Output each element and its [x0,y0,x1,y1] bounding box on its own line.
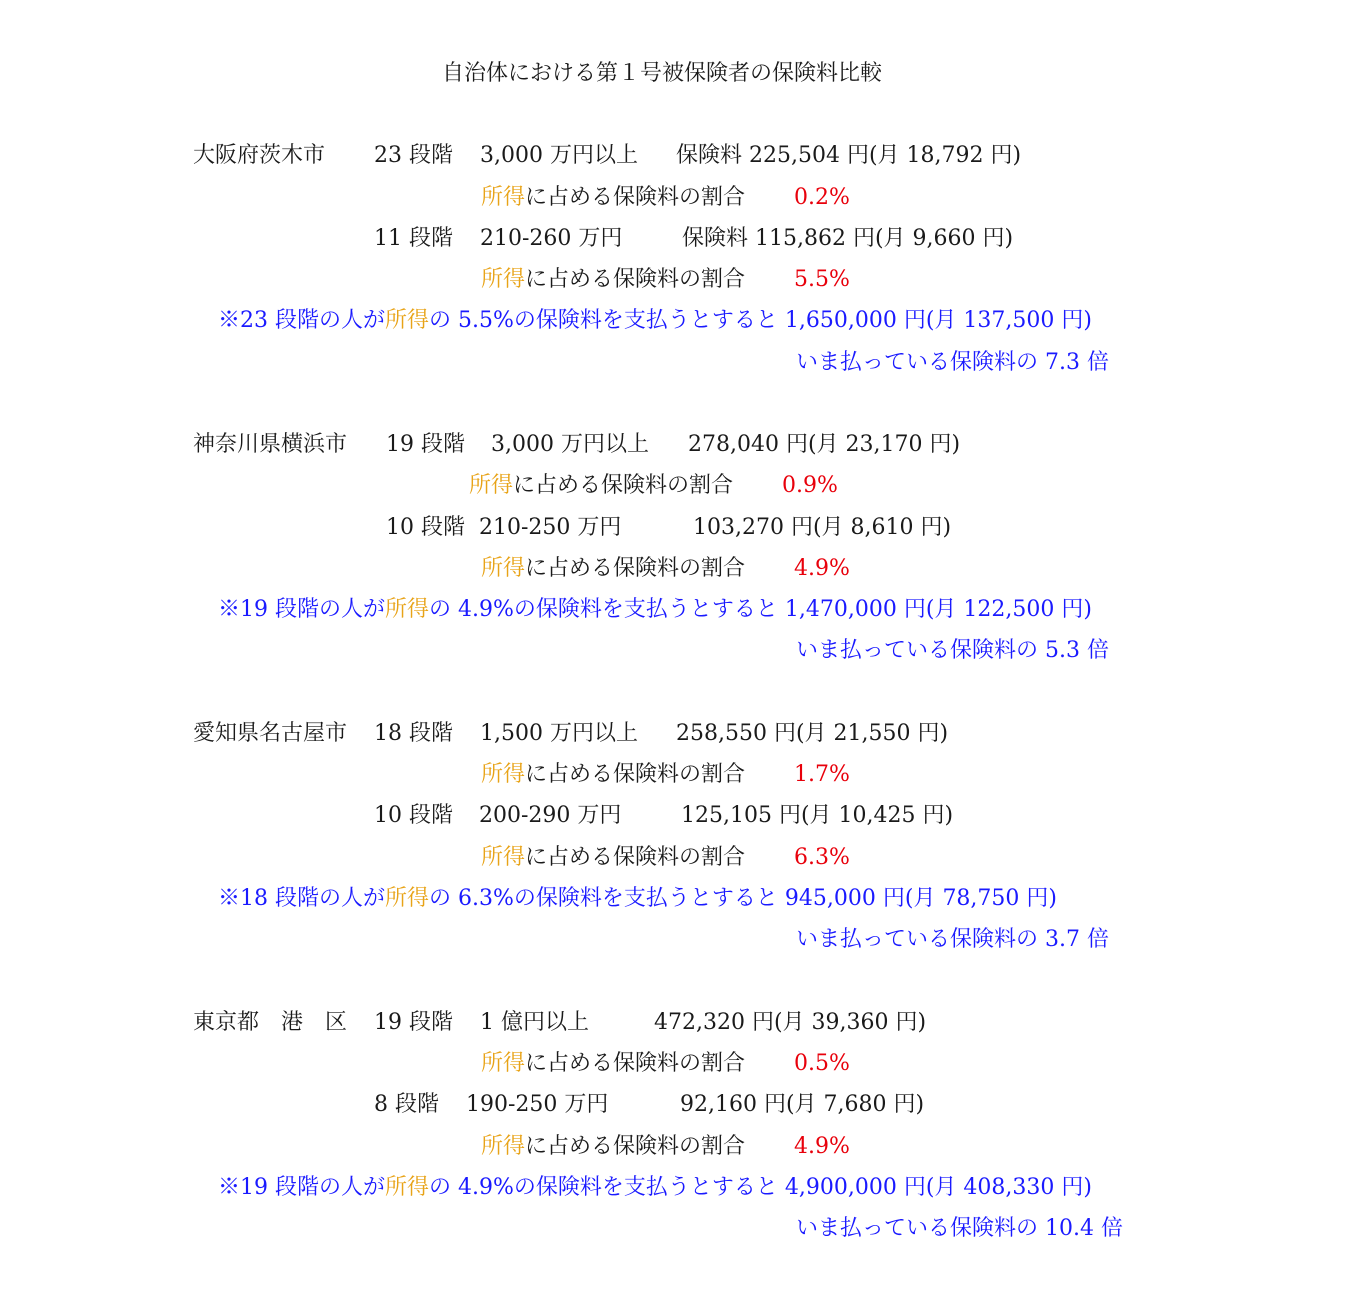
high-income: 3,000 万円以上 [491,432,649,457]
note-prefix: ※19 段階の人が [218,1175,385,1200]
ratio-label: に占める保険料の割合 [525,185,746,210]
shotoku-word: 所得 [481,556,526,581]
low-premium: 103,270 円(月 8,610 円) [693,515,952,540]
ratio-value: 4.9% [794,556,850,581]
low-income: 210-250 万円 [479,515,622,540]
low-premium: 92,160 円(月 7,680 円) [680,1092,925,1117]
note-line [218,307,1092,335]
ratio-label: に占める保険料の割合 [525,762,746,787]
high-ratio-line [481,184,745,212]
ratio-value: 6.3% [794,845,850,870]
high-ratio-line [469,472,733,500]
note-suffix: の 4.9%の保険料を支払うとすると 1,470,000 円(月 122,500 円) [429,597,1092,622]
city-name-minato: 東京都 港 区 [193,1010,348,1035]
low-stage: 10 段階 [374,803,453,828]
low-income: 190-250 万円 [466,1092,609,1117]
note-line [218,885,1057,913]
low-stage: 11 段階 [374,226,453,251]
note-suffix: の 5.5%の保険料を支払うとすると 1,650,000 円(月 137,500 円) [429,308,1092,333]
note-suffix: の 4.9%の保険料を支払うとすると 4,900,000 円(月 408,330 円) [429,1175,1092,1200]
low-premium: 保険料 115,862 円(月 9,660 円) [682,226,1014,251]
low-income: 210-260 万円 [480,226,623,251]
ratio-value: 0.9% [782,473,838,498]
high-income: 1,500 万円以上 [480,721,638,746]
note-prefix: ※23 段階の人が [218,308,385,333]
shotoku-word: 所得 [481,267,526,292]
ratio-label: に占める保険料の割合 [525,1051,746,1076]
ratio-value: 5.5% [794,267,850,292]
ratio-label: に占める保険料の割合 [513,473,734,498]
high-stage: 18 段階 [374,721,453,746]
ratio-value: 1.7% [794,762,850,787]
low-ratio-line [481,1133,745,1161]
high-stage: 23 段階 [374,143,453,168]
shotoku-word: 所得 [385,886,430,911]
low-stage: 10 段階 [386,515,465,540]
note-prefix: ※19 段階の人が [218,597,385,622]
low-premium: 125,105 円(月 10,425 円) [681,803,954,828]
shotoku-word: 所得 [481,1051,526,1076]
shotoku-word: 所得 [385,1175,430,1200]
low-ratio-line [481,844,745,872]
note-line [218,1174,1092,1202]
ratio-label: に占める保険料の割合 [525,556,746,581]
low-stage: 8 段階 [374,1092,439,1117]
multiple-line: いま払っている保険料の 3.7 倍 [796,927,1109,952]
ratio-value: 4.9% [794,1134,850,1159]
page-title: 自治体における第１号被保険者の保険料比較 [442,61,883,86]
high-income: 3,000 万円以上 [480,143,638,168]
shotoku-word: 所得 [481,1134,526,1159]
low-ratio-line [481,266,745,294]
ratio-label: に占める保険料の割合 [525,1134,746,1159]
city-name-nagoya: 愛知県名古屋市 [193,721,348,746]
high-stage: 19 段階 [374,1010,453,1035]
note-prefix: ※18 段階の人が [218,886,385,911]
multiple-line: いま払っている保険料の 10.4 倍 [796,1216,1123,1241]
shotoku-word: 所得 [385,308,430,333]
low-ratio-line [481,555,745,583]
high-premium: 258,550 円(月 21,550 円) [676,721,949,746]
shotoku-word: 所得 [385,597,430,622]
ratio-value: 0.5% [794,1051,850,1076]
shotoku-word: 所得 [481,845,526,870]
shotoku-word: 所得 [481,762,526,787]
high-ratio-line [481,761,745,789]
multiple-line: いま払っている保険料の 5.3 倍 [796,638,1109,663]
ratio-value: 0.2% [794,185,850,210]
high-premium: 278,040 円(月 23,170 円) [688,432,961,457]
multiple-line: いま払っている保険料の 7.3 倍 [796,350,1109,375]
ratio-label: に占める保険料の割合 [525,845,746,870]
shotoku-word: 所得 [481,185,526,210]
ratio-label: に占める保険料の割合 [525,267,746,292]
shotoku-word: 所得 [469,473,514,498]
city-name-yokohama: 神奈川県横浜市 [193,432,348,457]
low-income: 200-290 万円 [479,803,622,828]
high-income: 1 億円以上 [480,1010,589,1035]
note-suffix: の 6.3%の保険料を支払うとすると 945,000 円(月 78,750 円) [429,886,1057,911]
high-premium: 472,320 円(月 39,360 円) [654,1010,927,1035]
high-stage: 19 段階 [386,432,465,457]
high-ratio-line [481,1050,745,1078]
high-premium: 保険料 225,504 円(月 18,792 円) [676,143,1022,168]
city-name-ibaraki: 大阪府茨木市 [193,143,326,168]
note-line [218,596,1092,624]
